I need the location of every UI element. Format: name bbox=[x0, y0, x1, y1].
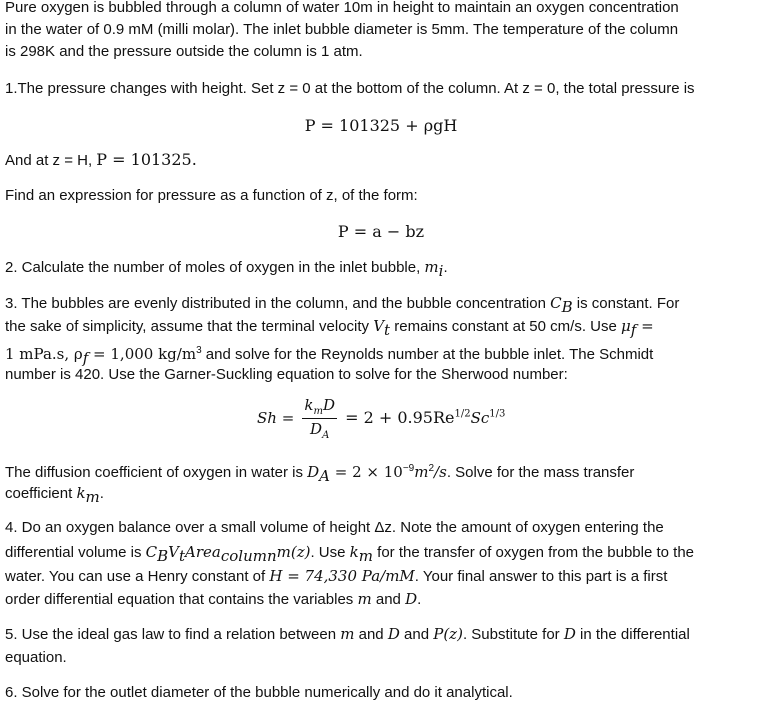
q4-line-1: 4. Do an oxygen balance over a small volume of height Δz. Note the amount of oxygen entering the bbox=[5, 519, 664, 536]
sherwood-fraction: $\frac{k_mD}{D_A}$ bbox=[304, 396, 335, 441]
q3-line-3: 1 mPa.s, $\rho_f = 1,000$ $kg/m^3$ and solve for the Reynolds number at the bubble inlet. The Schmidt bbox=[5, 345, 654, 367]
q4-line-3: water. You can use a Henry constant of H = 74,330 Pa/mM. Your final answer to this part is a first bbox=[5, 567, 668, 585]
q3-sherwood-equation: Sh = $\frac{k_mD}{D_A}$ = $2 + 0.95Re^{1/2}Sc^{1/3}$ bbox=[257, 396, 506, 441]
intro-line-1: Pure oxygen is bubbled through a column of water 10m in height to maintain an oxygen concentration bbox=[5, 0, 679, 16]
q1-text: 1.The pressure changes with height. Set z = 0 at the bottom of the column. At z = 0, the total pressure is bbox=[5, 80, 695, 97]
q1-boundary-text: And at z = H, bbox=[5, 152, 97, 169]
q4-line-2: differential volume is $C_BV_tArea_{column}m(z)$. Use $k_m$ for the transfer of oxygen from the bubble to the bbox=[5, 543, 695, 565]
q6-text: 6. Solve for the outlet diameter of the bubble numerically and do it analytical. bbox=[5, 684, 513, 701]
q3-line-4: number is 420. Use the Garner-Suckling equation to solve for the Sherwood number: bbox=[5, 366, 568, 383]
intro-line-3: is 298K and the pressure outside the column is 1 atm. bbox=[5, 43, 363, 60]
q3-line-1: 3. The bubbles are evenly distributed in the column, and the bubble concentration $C_B$ is constant. For bbox=[5, 294, 680, 316]
q1-equation-pressure: P = 101325 + ρgH bbox=[304, 116, 458, 135]
q5-line-1: 5. Use the ideal gas law to find a relation between m and D and P(z). Substitute for D in the differential bbox=[5, 625, 690, 643]
q3-line-2: the sake of simplicity, assume that the terminal velocity $V_t$ remains constant at 50 cm/s. Use $\mu_f$ = bbox=[5, 317, 654, 339]
q3-line-5: The diffusion coefficient of oxygen in water is $D_A = 2 \times 10^{-9}m^2/s$. Solve for the mass transfer bbox=[5, 463, 635, 485]
q2-text: 2. Calculate the number of moles of oxygen in the inlet bubble, $m_i$. bbox=[5, 258, 448, 280]
intro-line-2: in the water of 0.9 mM (milli molar). The inlet bubble diameter is 5mm. The temperature of the column bbox=[5, 21, 679, 38]
q1-instruction: Find an expression for pressure as a function of z, of the form: bbox=[5, 187, 418, 204]
q1-boundary-condition bbox=[5, 150, 197, 171]
q5-line-2: equation. bbox=[5, 649, 67, 666]
q3-line-6: coefficient $k_m$. bbox=[5, 484, 104, 506]
q1-boundary-value: P = 101325. bbox=[96, 150, 197, 169]
q4-line-4: order differential equation that contains the variables m and D. bbox=[5, 590, 422, 608]
q1-equation-form: P = a − bz bbox=[337, 222, 425, 241]
